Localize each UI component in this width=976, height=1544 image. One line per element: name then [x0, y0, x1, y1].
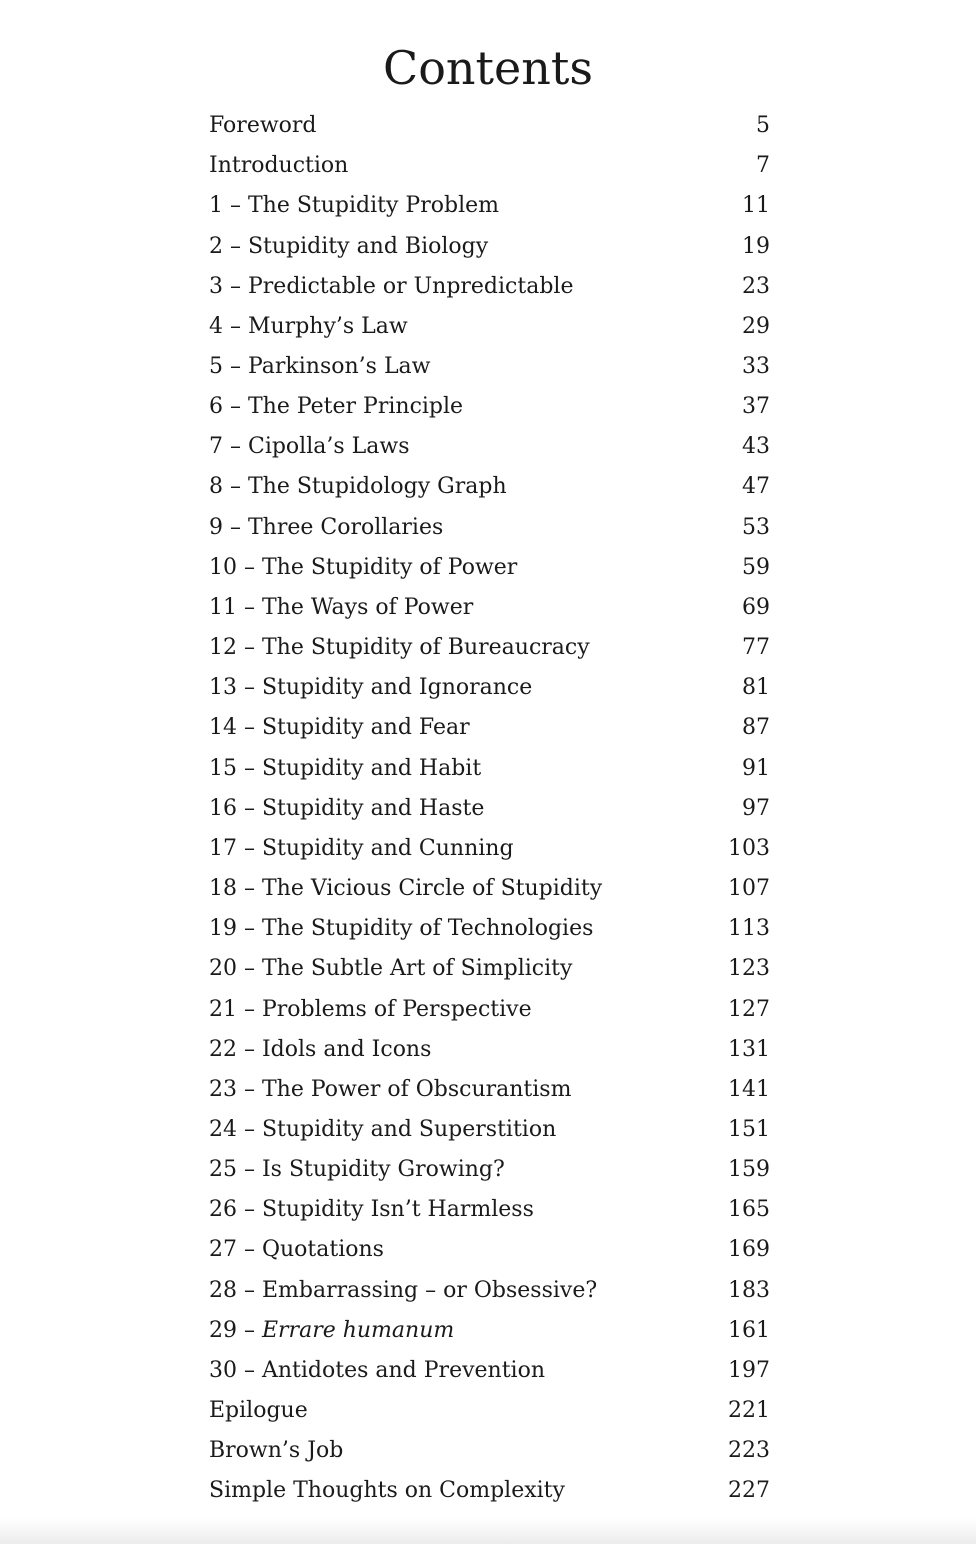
- toc-entry-chapter-21: [209, 989, 770, 1029]
- toc-entry-label: 16 – Stupidity and Haste: [209, 795, 485, 821]
- toc-entry-page: 77: [742, 635, 770, 661]
- toc-entry-chapter-2: [209, 226, 770, 266]
- toc-entry-chapter-1: [209, 186, 770, 226]
- toc-entry-label: 15 – Stupidity and Habit: [209, 755, 482, 781]
- toc-entry-label: 21 – Problems of Perspective: [209, 996, 532, 1022]
- page-title: Contents: [383, 41, 593, 95]
- toc-entry-label: 11 – The Ways of Power: [209, 594, 474, 620]
- toc-entry-page: 223: [728, 1438, 770, 1464]
- toc-entry-page: 183: [728, 1277, 770, 1303]
- toc-entry-label: Brown’s Job: [209, 1438, 344, 1464]
- toc-entry-label: 30 – Antidotes and Prevention: [209, 1357, 545, 1383]
- toc-entry-label: 6 – The Peter Principle: [209, 394, 464, 420]
- toc-entry-chapter-14: [209, 708, 770, 748]
- toc-entry-page: 197: [728, 1357, 770, 1383]
- toc-entry-chapter-23: [209, 1070, 770, 1110]
- toc-entry-page: 81: [742, 675, 770, 701]
- toc-entry-label: 4 – Murphy’s Law: [209, 313, 408, 339]
- toc-entry-label: 24 – Stupidity and Superstition: [209, 1116, 557, 1142]
- toc-entry-label: 13 – Stupidity and Ignorance: [209, 675, 533, 701]
- toc-entry-page: 23: [742, 273, 770, 299]
- toc-entry-page: 11: [742, 193, 770, 219]
- toc-entry-page: 53: [742, 514, 770, 540]
- toc-entry-label: Simple Thoughts on Complexity: [209, 1478, 565, 1504]
- toc-entry-page: 103: [728, 835, 770, 861]
- toc-entry-page: 19: [742, 233, 770, 259]
- toc-entry-chapter-25: [209, 1150, 770, 1190]
- toc-entry-label: 18 – The Vicious Circle of Stupidity: [209, 876, 603, 902]
- toc-entry-simple-thoughts: [209, 1471, 770, 1511]
- toc-entry-page: 123: [728, 956, 770, 982]
- toc-entry-chapter-6: [209, 387, 770, 427]
- toc-entry-label: 7 – Cipolla’s Laws: [209, 434, 410, 460]
- toc-entry-chapter-28: [209, 1271, 770, 1311]
- toc-entry-label: 9 – Three Corollaries: [209, 514, 444, 540]
- toc-entry-page: 221: [728, 1398, 770, 1424]
- toc-entry-label: 19 – The Stupidity of Technologies: [209, 916, 594, 942]
- toc-entry-chapter-22: [209, 1030, 770, 1070]
- toc-entry-label: 8 – The Stupidology Graph: [209, 474, 507, 500]
- toc-entry-chapter-13: [209, 668, 770, 708]
- toc-entry-label: 12 – The Stupidity of Bureaucracy: [209, 635, 590, 661]
- toc-entry-epilogue: [209, 1391, 770, 1431]
- toc-entry-page: 7: [756, 153, 770, 179]
- toc-entry-page: 161: [728, 1317, 770, 1343]
- toc-entry-label: 5 – Parkinson’s Law: [209, 354, 431, 380]
- toc-entry-page: 107: [728, 876, 770, 902]
- toc-entry-page: 37: [742, 394, 770, 420]
- toc-entry-chapter-5: [209, 347, 770, 387]
- toc-entry-label-italic: Errare humanum: [261, 1317, 455, 1343]
- toc-entry-label: Foreword: [209, 113, 317, 139]
- toc-entry-page: 87: [742, 715, 770, 741]
- toc-entry-chapter-3: [209, 267, 770, 307]
- toc-entry-label: 22 – Idols and Icons: [209, 1036, 432, 1062]
- toc-entry-label: Introduction: [209, 153, 349, 179]
- toc-entry-chapter-12: [209, 628, 770, 668]
- toc-entry-label: 10 – The Stupidity of Power: [209, 554, 518, 580]
- toc-entry-chapter-17: [209, 829, 770, 869]
- table-of-contents: [209, 106, 770, 1511]
- toc-entry-label: 27 – Quotations: [209, 1237, 384, 1263]
- toc-entry-chapter-26: [209, 1190, 770, 1230]
- toc-entry-page: 113: [728, 916, 770, 942]
- toc-entry-label: Epilogue: [209, 1398, 308, 1424]
- toc-entry-chapter-27: [209, 1230, 770, 1270]
- toc-entry-page: 159: [728, 1157, 770, 1183]
- toc-entry-chapter-10: [209, 548, 770, 588]
- toc-entry-page: 29: [742, 313, 770, 339]
- toc-entry-label: 17 – Stupidity and Cunning: [209, 835, 514, 861]
- toc-entry-chapter-9: [209, 508, 770, 548]
- toc-entry-page: 91: [742, 755, 770, 781]
- toc-entry-page: 5: [756, 113, 770, 139]
- toc-entry-chapter-24: [209, 1110, 770, 1150]
- toc-entry-label: 23 – The Power of Obscurantism: [209, 1076, 572, 1102]
- toc-entry-page: 69: [742, 594, 770, 620]
- toc-entry-page: 47: [742, 474, 770, 500]
- toc-entry-page: 97: [742, 795, 770, 821]
- toc-entry-page: 127: [728, 996, 770, 1022]
- toc-entry-chapter-15: [209, 749, 770, 789]
- toc-entry-page: 169: [728, 1237, 770, 1263]
- toc-entry-label: 20 – The Subtle Art of Simplicity: [209, 956, 573, 982]
- toc-entry-chapter-19: [209, 909, 770, 949]
- toc-entry-browns-job: [209, 1431, 770, 1471]
- toc-entry-page: 43: [742, 434, 770, 460]
- toc-entry-label-prefix: 29 –: [209, 1317, 262, 1343]
- toc-entry-label: 25 – Is Stupidity Growing?: [209, 1157, 505, 1183]
- toc-entry-page: 227: [728, 1478, 770, 1504]
- toc-entry-chapter-20: [209, 949, 770, 989]
- toc-entry-label: 14 – Stupidity and Fear: [209, 715, 470, 741]
- toc-entry-page: 59: [742, 554, 770, 580]
- toc-entry-page: 131: [728, 1036, 770, 1062]
- toc-entry-label: 26 – Stupidity Isn’t Harmless: [209, 1197, 534, 1223]
- toc-entry-label: 3 – Predictable or Unpredictable: [209, 273, 574, 299]
- toc-entry-chapter-30: [209, 1351, 770, 1391]
- toc-entry-label: 1 – The Stupidity Problem: [209, 193, 499, 219]
- toc-entry-label: 2 – Stupidity and Biology: [209, 233, 489, 259]
- toc-entry-chapter-7: [209, 427, 770, 467]
- toc-entry-introduction: [209, 146, 770, 186]
- toc-entry-page: 141: [728, 1076, 770, 1102]
- page-bottom-shadow: [0, 1518, 976, 1544]
- toc-entry-chapter-16: [209, 789, 770, 829]
- toc-entry-page: 165: [728, 1197, 770, 1223]
- toc-entry-chapter-8: [209, 467, 770, 507]
- toc-entry-foreword: [209, 106, 770, 146]
- toc-entry-chapter-29: [209, 1311, 770, 1351]
- toc-entry-page: 151: [728, 1116, 770, 1142]
- toc-entry-page: 33: [742, 354, 770, 380]
- toc-entry-chapter-11: [209, 588, 770, 628]
- toc-entry-chapter-18: [209, 869, 770, 909]
- toc-entry-label: [209, 1311, 454, 1351]
- toc-entry-label: 28 – Embarrassing – or Obsessive?: [209, 1277, 598, 1303]
- toc-entry-chapter-4: [209, 307, 770, 347]
